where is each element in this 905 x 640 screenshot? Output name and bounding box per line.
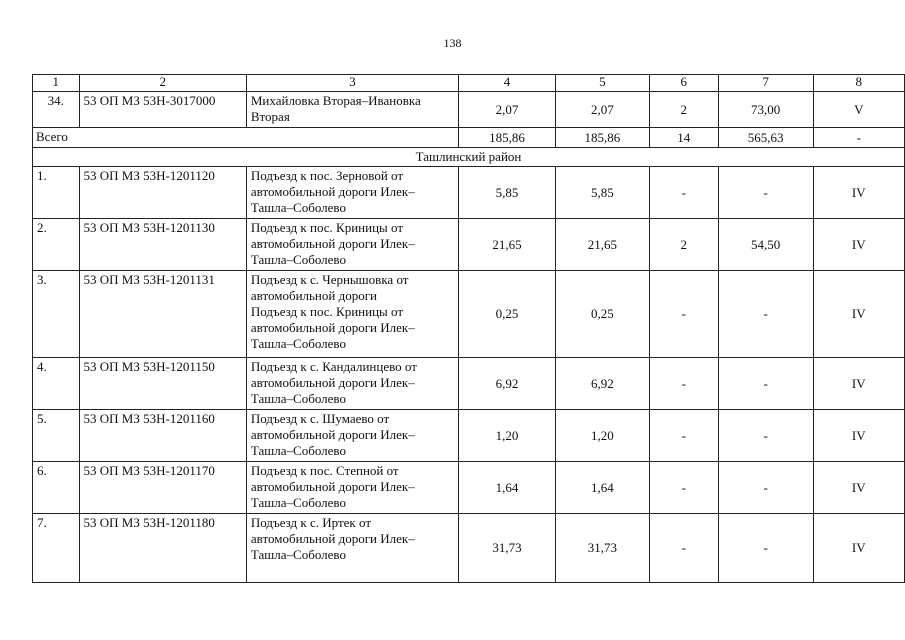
cell-col7: 54,50 [718,219,813,271]
road-code: 53 ОП МЗ 53Н-1201130 [79,219,246,271]
road-name-line: Ташла–Соболево [250,200,346,215]
table-row [33,358,905,410]
total-col4: 185,86 [459,128,556,148]
cell-col5: 2,07 [555,92,649,128]
table-row [33,167,905,219]
road-name-line: автомобильной дороги Илек– [250,236,415,251]
cell-col4: 2,07 [459,92,556,128]
cell-col4: 5,85 [459,167,556,219]
header-cell: 5 [555,75,649,92]
road-name-line: автомобильной дороги Илек– [250,375,415,390]
road-name-line: автомобильной дороги Илек– [250,320,415,335]
road-name [246,271,458,358]
cell-col6: - [649,514,718,583]
road-name-line: Подъезд к с. Кандалинцево от [250,359,417,374]
table-row [33,92,905,128]
row-number: 4. [33,358,80,410]
road-code: 53 ОП МЗ 53Н-3017000 [79,92,246,128]
cell-col5: 31,73 [555,514,649,583]
header-cell: 7 [718,75,813,92]
cell-col6: - [649,358,718,410]
road-name-line: Подъезд к с. Иртек от [250,515,371,530]
cell-col8: IV [813,271,904,358]
cell-col7: - [718,358,813,410]
roads-table [32,74,905,583]
row-number: 7. [33,514,80,583]
cell-col6: 2 [649,92,718,128]
cell-col8: IV [813,167,904,219]
road-name-line: Подъезд к с. Чернышовка от [250,272,409,287]
row-number: 34. [33,92,80,128]
total-col5: 185,86 [555,128,649,148]
road-name-line: автомобильной дороги Илек– [250,184,415,199]
road-name [246,462,458,514]
total-col6: 14 [649,128,718,148]
cell-col5: 1,20 [555,410,649,462]
cell-col5: 1,64 [555,462,649,514]
header-cell: 3 [246,75,458,92]
road-name-line: автомобильной дороги Илек– [250,427,415,442]
header-cell: 1 [33,75,80,92]
row-number: 1. [33,167,80,219]
cell-col7: - [718,514,813,583]
cell-col6: 2 [649,219,718,271]
cell-col6: - [649,271,718,358]
cell-col7: - [718,167,813,219]
section-row [33,148,905,167]
road-name-line: Ташла–Соболево [250,336,346,351]
road-code: 53 ОП МЗ 53Н-1201120 [79,167,246,219]
cell-col6: - [649,167,718,219]
district-rows [33,167,905,583]
cell-col7: - [718,271,813,358]
row-number: 2. [33,219,80,271]
total-label: Всего [33,128,459,148]
cell-col8: IV [813,462,904,514]
total-col7: 565,63 [718,128,813,148]
road-name [246,92,458,128]
road-name-line: Ташла–Соболево [250,391,346,406]
header-cell: 6 [649,75,718,92]
cell-col8: IV [813,514,904,583]
table-row [33,271,905,358]
road-name-line: Подъезд к пос. Зерновой от [250,168,404,183]
row-number: 3. [33,271,80,358]
cell-col4: 6,92 [459,358,556,410]
cell-col4: 21,65 [459,219,556,271]
section-title: Ташлинский район [33,148,905,167]
cell-col8: IV [813,219,904,271]
road-name-line: автомобильной дороги Илек– [250,531,415,546]
cell-col7: - [718,410,813,462]
cell-col7: - [718,462,813,514]
table-row [33,410,905,462]
cell-col6: - [649,462,718,514]
road-code: 53 ОП МЗ 53Н-1201180 [79,514,246,583]
cell-col4: 0,25 [459,271,556,358]
road-code: 53 ОП МЗ 53Н-1201170 [79,462,246,514]
table-row [33,219,905,271]
total-col8: - [813,128,904,148]
road-name-line: Ташла–Соболево [250,495,346,510]
road-name-line: Ташла–Соболево [250,252,346,267]
cell-col6: - [649,410,718,462]
road-name-line: автомобильной дороги [250,288,378,303]
road-name [246,219,458,271]
road-name-line: Подъезд к пос. Криницы от [250,304,404,319]
cell-col5: 21,65 [555,219,649,271]
road-code: 53 ОП МЗ 53Н-1201160 [79,410,246,462]
header-cell: 8 [813,75,904,92]
total-row [33,128,905,148]
road-name [246,410,458,462]
road-code: 53 ОП МЗ 53Н-1201131 [79,271,246,358]
row-number: 5. [33,410,80,462]
cell-col5: 5,85 [555,167,649,219]
road-name-line: Ташла–Соболево [250,443,346,458]
road-name [246,514,458,583]
page-number: 138 [443,36,462,50]
road-name-line: Михайловка Вторая–Ивановка [250,93,421,108]
road-code: 53 ОП МЗ 53Н-1201150 [79,358,246,410]
cell-col4: 31,73 [459,514,556,583]
cell-col5: 6,92 [555,358,649,410]
road-name-line: Ташла–Соболево [250,547,346,562]
road-name-line: Подъезд к пос. Криницы от [250,220,404,235]
road-name [246,167,458,219]
cell-col8: IV [813,358,904,410]
header-cell: 2 [79,75,246,92]
table-row [33,514,905,583]
header-cell: 4 [459,75,556,92]
row-number: 6. [33,462,80,514]
cell-col8: IV [813,410,904,462]
road-name-line: автомобильной дороги Илек– [250,479,415,494]
road-name-line: Подъезд к пос. Степной от [250,463,399,478]
road-name-line: Подъезд к с. Шумаево от [250,411,390,426]
road-name-line: Вторая [250,109,290,124]
cell-col5: 0,25 [555,271,649,358]
cell-col4: 1,64 [459,462,556,514]
road-name [246,358,458,410]
cell-col7: 73,00 [718,92,813,128]
table-row [33,462,905,514]
cell-col8: V [813,92,904,128]
cell-col4: 1,20 [459,410,556,462]
column-number-row [33,75,905,92]
